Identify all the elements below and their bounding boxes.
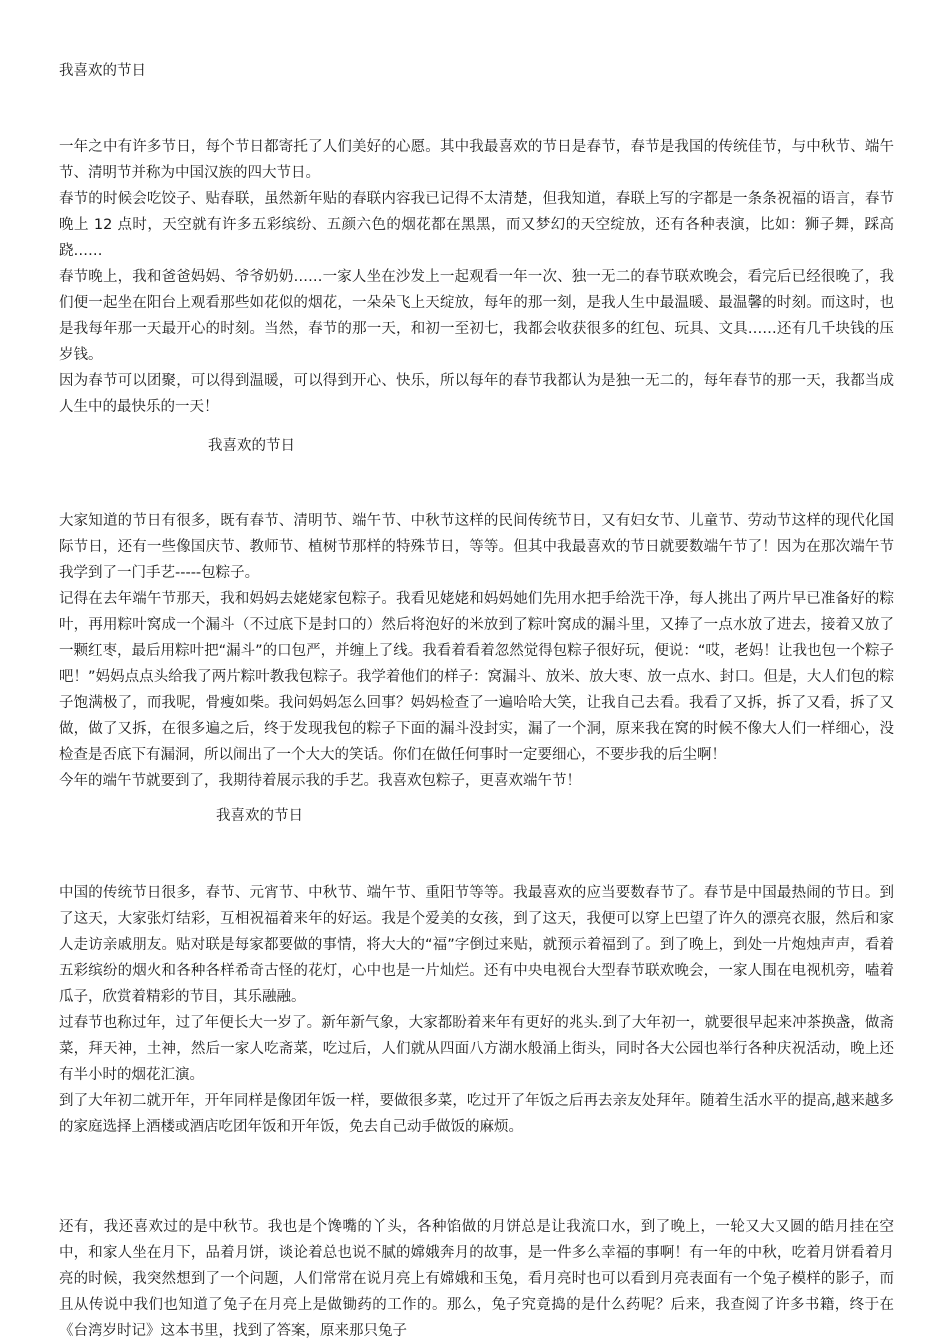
essay-3-title: 我喜欢的节日 <box>216 808 303 824</box>
essay-4-paragraph-1: 还有，我还喜欢过的是中秋节。我也是个馋嘴的丫头，各种馅做的月饼总是让我流口水，到了晚上，一轮又大又圆的皓月挂在空中，和家人坐在月下，品着月饼，谈论着总也说不腻的嫦娥奔月的故事，是一件多么幸福的事啊！有一年的中秋，吃着月饼看着月亮的时候，我突然想到了一个问题，人们常常在说月亮上有嫦娥和玉兔，看月亮时也可以看到月亮表面有一个兔子模样的影子，而且从传说中我们也知道了兔子在月亮上是做锄药的工作的。那么，兔子究竟捣的是什么药呢？后来，我查阅了许多书籍，终于在《台湾岁时记》这本书里，找到了答案，原来那只兔子 <box>59 1219 894 1339</box>
essay-1-title: 我喜欢的节日 <box>59 63 146 79</box>
essay-2-paragraph-2: 记得在去年端午节那天，我和妈妈去姥姥家包粽子。我看见姥姥和妈妈她们先用水把手给洗干净，每人挑出了两片早已准备好的粽叶，再用粽叶窝成一个漏斗（不过底下是封口的）然后将泡好的米放到了粽叶窝成的漏斗里，又捧了一点水放了进去，接着又放了一颗红枣，最后用粽叶把“漏斗”的口包严，并缠上了线。我看着看着忽然觉得包粽子很好玩，便说：“哎，老妈！让我也包一个粽子吧！”妈妈点点头给我了两片粽叶教我包粽子。我学着他们的样子：窝漏斗、放米、放大枣、放一点水、封口。但是，大人们包的粽子饱满极了，而我呢，骨瘦如柴。我问妈妈怎么回事？妈妈检查了一遍哈哈大笑，让我自己去看。我看了又拆，拆了又看，拆了又做，做了又拆，在很多遍之后，终于发现我包的粽子下面的漏斗没封实，漏了一个洞，原来我在窝的时候不像大人们一样细心，没检查是否底下有漏洞，所以闹出了一个大大的笑话。你们在做任何事时一定要细心，不要步我的后尘啊！ <box>59 591 894 763</box>
essay-1-paragraph-3: 春节晚上，我和爸爸妈妈、爷爷奶奶……一家人坐在沙发上一起观看一年一次、独一无二的春节联欢晚会，看完后已经很晚了，我们便一起坐在阳台上观看那些如花似的烟花，一朵朵飞上天绽放，每年的那一刻，是我人生中最温暖、最温馨的时刻。而这时，也是我每年那一天最开心的时刻。当然，春节的那一天，和初一至初七，我都会收获很多的红包、玩具、文具……还有几千块钱的压岁钱。 <box>59 269 894 363</box>
essay-3-body <box>59 880 894 1140</box>
essay-1-paragraph-1: 一年之中有许多节日，每个节日都寄托了人们美好的心愿。其中我最喜欢的节日是春节，春节是我国的传统佳节，与中秋节、端午节、清明节并称为中国汉族的四大节日。 <box>59 139 894 181</box>
essay-3-paragraph-2: 过春节也称过年，过了年便长大一岁了。新年新气象，大家都盼着来年有更好的兆头.到了大年初一，就要很早起来冲茶换盏，做斋菜，拜天神，土神，然后一家人吃斋菜，吃过后，人们就从四面八方湖水般涌上街头，同时各大公园也举行各种庆祝活动，晚上还有半小时的烟花汇演。 <box>59 1015 894 1083</box>
essay-2-paragraph-3: 今年的端午节就要到了，我期待着展示我的手艺。我喜欢包粽子，更喜欢端午节！ <box>59 773 581 789</box>
essay-2-paragraph-1: 大家知道的节日有很多，既有春节、清明节、端午节、中秋节这样的民间传统节日，又有妇女节、儿童节、劳动节这样的现代化国际节日，还有一些像国庆节、教师节、植树节那样的特殊节日，等等。但其中我最喜欢的节日就要数端午节了！因为在那次端午节我学到了一门手艺-----包粽子。 <box>59 513 894 581</box>
essay-1-paragraph-2: 春节的时候会吃饺子、贴春联，虽然新年贴的春联内容我已记得不太清楚，但我知道，春联上写的字都是一条条祝福的语言，春节晚上 12 点时，天空就有许多五彩缤纷、五颜六色的烟花都在黑黑，而又梦幻的天空绽放，还有各种表演，比如：狮子舞，踩高跷…… <box>59 191 894 259</box>
essay-1-paragraph-4: 因为春节可以团聚，可以得到温暖，可以得到开心、快乐，所以每年的春节我都认为是独一无二的，每年春节的那一天，我都当成人生中的最快乐的一天！ <box>59 373 894 415</box>
essay-4-body <box>59 1214 894 1344</box>
essay-3-paragraph-1: 中国的传统节日很多，春节、元宵节、中秋节、端午节、重阳节等等。我最喜欢的应当要数春节了。春节是中国最热闹的节日。到了这天，大家张灯结彩，互相祝福着来年的好运。我是个爱美的女孩，到了这天，我便可以穿上巴望了许久的漂亮衣服，然后和家人走访亲戚朋友。贴对联是每家都要做的事情，将大大的“福”字倒过来贴，就预示着福到了。到了晚上，到处一片炮烛声声，看着五彩缤纷的烟火和各种各样希奇古怪的花灯，心中也是一片灿烂。还有中央电视台大型春节联欢晚会，一家人围在电视机旁，嗑着瓜子，欣赏着精彩的节目，其乐融融。 <box>59 885 894 1005</box>
essay-2-title: 我喜欢的节日 <box>208 438 295 454</box>
essay-1-body <box>59 134 894 420</box>
essay-2-body <box>59 508 894 794</box>
essay-3-paragraph-3: 到了大年初二就开年，开年同样是像团年饭一样，要做很多菜，吃过开了年饭之后再去亲友处拜年。随着生活水平的提高,越来越多的家庭选择上酒楼或酒店吃团年饭和开年饭，免去自己动手做饭的麻烦。 <box>59 1093 894 1135</box>
